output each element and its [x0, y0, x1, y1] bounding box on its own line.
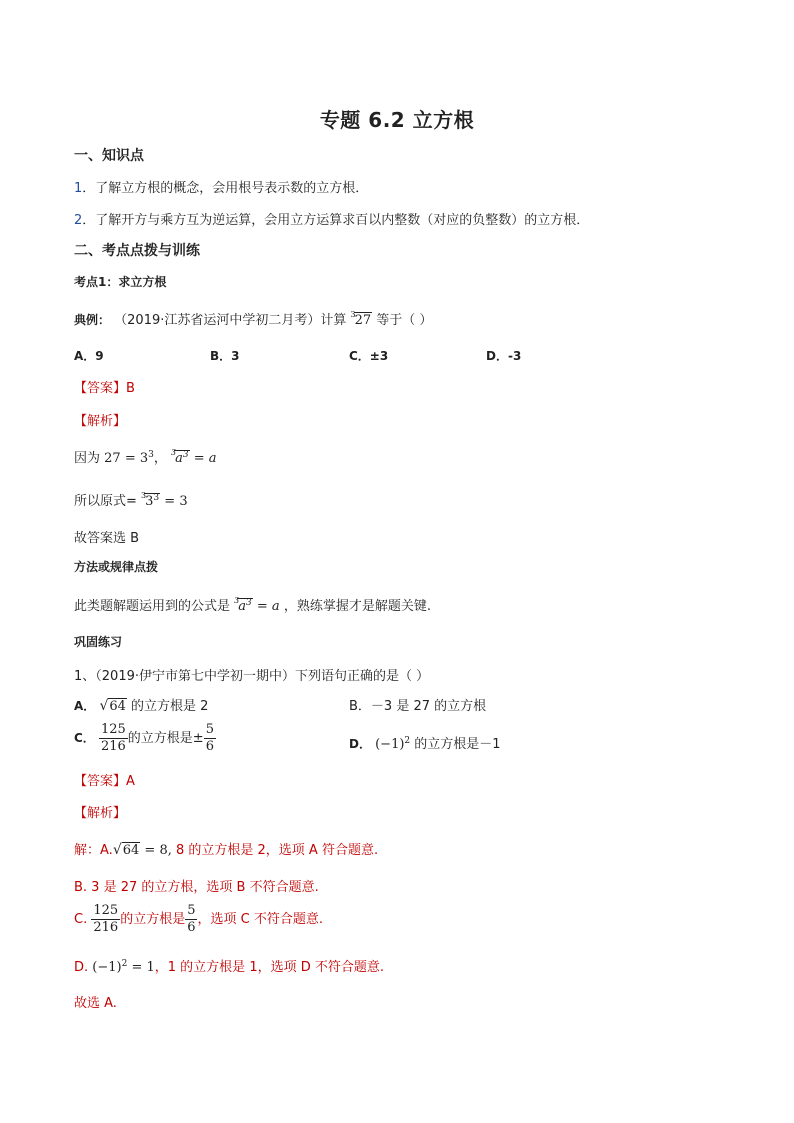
example-source: （2019·江苏省运河中学初二月考）计算 — [114, 313, 347, 328]
solution-line-d — [74, 956, 384, 975]
example-answer: 【答案】B — [74, 381, 135, 396]
point-label: 考点1：求立方根 — [74, 275, 167, 289]
conclusion-text: 故答案选 B — [74, 531, 140, 546]
result: = 3 — [160, 494, 188, 509]
denominator: 6 — [187, 920, 196, 935]
example-analysis-line-2: 所以原式= $^33^3 = 3$ — [74, 491, 188, 509]
example-ending: 等于（ ） — [376, 313, 433, 328]
example-conclusion — [74, 527, 139, 546]
knowledge-item-2 — [74, 209, 589, 228]
solution-text: ，选项 C 不符合题意. — [197, 912, 323, 927]
example-option-b: B．3 — [210, 349, 240, 363]
solution-text: ，1 的立方根是 1，选项 D 不符合题意. — [154, 960, 384, 975]
separator: ， — [153, 451, 167, 466]
numerator: 125 — [100, 722, 126, 737]
practice-option-d — [349, 733, 501, 752]
practice-option-b: B．－3 是 27 的立方根 — [349, 699, 487, 714]
practice-heading: 巩固练习 — [74, 635, 123, 649]
item-number: 2 — [74, 213, 83, 228]
solution-line-a: 解：A.√64 = 8, 8 的立方根是 2，选项 A 符合题意. — [74, 842, 379, 858]
method-heading: 方法或规律点拨 — [74, 560, 159, 574]
radicand: 64 — [109, 699, 126, 714]
exponent: 2 — [404, 736, 411, 746]
option-text: 的立方根是－1 — [410, 737, 501, 752]
line-prefix: 因为 — [74, 451, 101, 466]
option-label: C． — [74, 731, 95, 745]
solution-text: 8 的立方根是 2，选项 A 符合题意. — [171, 843, 379, 858]
line-prefix: D. — [74, 960, 89, 975]
denominator: 6 — [205, 739, 214, 754]
option-text: 的立方根是 2 — [126, 699, 209, 714]
equation — [104, 451, 154, 466]
result: = a — [252, 599, 280, 614]
item-text: ．了解开方与乘方互为逆运算，会用立方运算求百以内整数（对应的负整数）的立方根． — [82, 213, 590, 228]
radicand: 3 — [145, 494, 154, 509]
equation: = 1 — [127, 960, 155, 975]
solution-mid: 的立方根是 — [120, 912, 186, 927]
numerator: 5 — [187, 903, 196, 918]
knowledge-item-1 — [74, 177, 368, 196]
practice-answer: 【答案】A — [74, 774, 135, 789]
question-number: 1 — [74, 669, 83, 684]
example-label: 典例： — [74, 313, 111, 327]
example-option-d: D．-3 — [486, 349, 522, 363]
base: (−1) — [92, 960, 122, 975]
method-text: 此类题解题运用到的公式是 $^3a^3 = a$ ，熟练掌握才是解题关键. — [74, 596, 431, 614]
equation: = 8, — [140, 843, 172, 858]
option-text: 的立方根是± — [127, 731, 204, 746]
example-option-c: C．±3 — [349, 349, 389, 363]
practice-analysis-label: 【解析】 — [74, 806, 127, 821]
fraction — [204, 722, 216, 755]
result: = a — [189, 451, 217, 466]
method-prefix: 此类题解题运用到的公式是 — [74, 599, 231, 614]
radicand-exponent: 3 — [182, 450, 189, 460]
page-title: 专题 6.2 立方根 — [319, 108, 475, 132]
solution-line-c — [74, 903, 323, 936]
radicand: 64 — [122, 843, 140, 858]
fraction — [99, 722, 128, 755]
example-analysis-label: 【解析】 — [74, 414, 127, 429]
cube-root-expression: 27 — [354, 313, 372, 328]
practice-question — [74, 665, 429, 684]
section-heading-points: 二、考点点拨与训练 — [74, 243, 200, 259]
line-prefix: 解：A. — [74, 843, 113, 858]
question-text: 、（2019·伊宁市第七中学初一期中）下列语句正确的是（ ） — [82, 669, 430, 684]
option-label: D． — [349, 737, 371, 751]
line-prefix: C. — [74, 912, 88, 927]
radicand-exponent: 3 — [246, 598, 252, 608]
radicand: a — [238, 599, 247, 614]
practice-option-c — [74, 722, 216, 755]
denominator: 216 — [100, 739, 126, 754]
fraction — [185, 903, 197, 936]
section-heading-knowledge: 一、知识点 — [74, 148, 144, 164]
exponent: 2 — [121, 959, 128, 969]
item-text: ．了解立方根的概念，会用根号表示数的立方根． — [82, 181, 369, 196]
equation-exponent: 3 — [148, 450, 154, 460]
example-analysis-line-1: 因为 $27 = 3^3$， $^3a^3 = a$ — [74, 448, 217, 466]
radicand-exponent: 3 — [153, 493, 160, 503]
fraction — [91, 903, 120, 936]
item-number: 1 — [74, 181, 83, 196]
line-prefix: 所以原式= — [74, 494, 137, 509]
example-question: 典例： （2019·江苏省运河中学初二月考）计算 $^3$27 等于（ ） — [74, 310, 433, 328]
numerator: 5 — [205, 722, 214, 737]
practice-option-a: A． √64 的立方根是 2 — [74, 698, 209, 714]
example-option-a: A．9 — [74, 349, 104, 363]
equation-base: 27 = 3 — [104, 451, 149, 466]
solution-final: 故选 A. — [74, 996, 117, 1011]
method-suffix: ，熟练掌握才是解题关键. — [283, 599, 431, 614]
denominator: 216 — [93, 920, 119, 935]
solution-line-b: B. 3 是 27 的立方根，选项 B 不符合题意. — [74, 880, 319, 895]
radicand: a — [175, 451, 183, 466]
option-label: A． — [74, 699, 96, 713]
base: (−1) — [375, 737, 405, 752]
numerator: 125 — [93, 903, 119, 918]
